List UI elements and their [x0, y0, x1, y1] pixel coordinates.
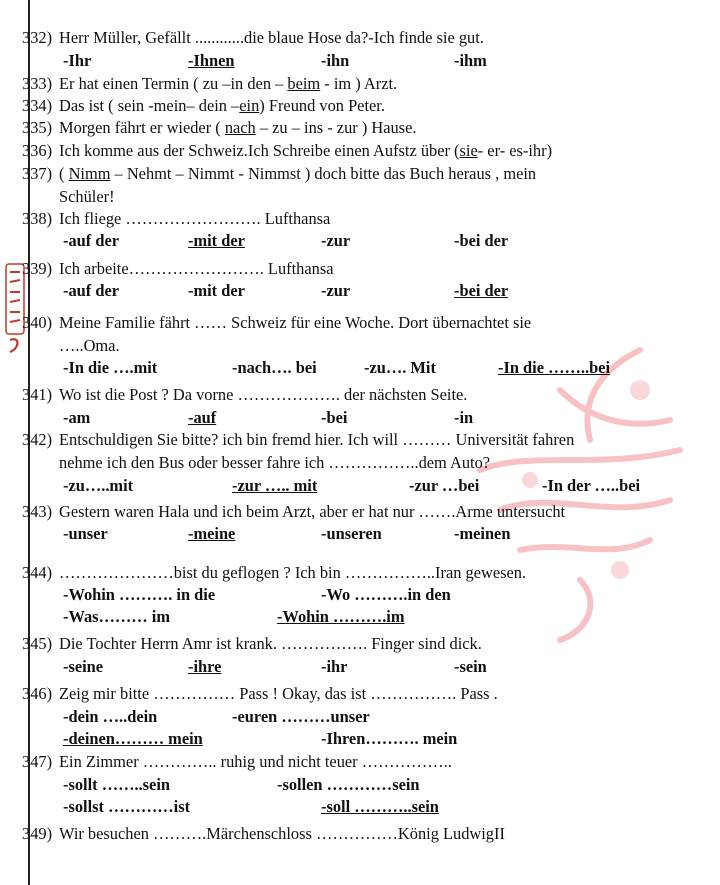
question-344: 344) …………………bist du geflogen ? Ich bin ……………..Iran gewesen.: [22, 563, 527, 582]
answer-underlined: sie: [459, 141, 478, 160]
option: -Ihr: [63, 51, 92, 70]
option: -zur …bei: [409, 476, 480, 495]
option: -mit der: [188, 281, 245, 300]
option: -Wo ……….in den: [321, 585, 451, 604]
question-345: 345) Die Tochter Herrn Amr ist krank. ……………. Finger sind dick.: [22, 634, 482, 653]
option: -seine: [63, 657, 104, 676]
answer-underlined: Nimm: [68, 164, 111, 183]
option: -Ihren………. mein: [321, 729, 458, 748]
option-correct: -auf: [188, 408, 217, 427]
option: -meinen: [454, 524, 511, 543]
question-342-continued: nehme ich den Bus oder besser fahre ich ……………..dem Auto?: [59, 453, 491, 472]
option: -zur: [321, 281, 351, 300]
option-correct: -Wohin ……….im: [277, 607, 405, 626]
question-342: 342) Entschuldigen Sie bitte? ich bin fremd hier. Ich will ……… Universität fahren: [22, 430, 575, 449]
option: -sollt ……..sein: [63, 775, 170, 794]
option: -auf der: [63, 281, 119, 300]
option: -dein …..dein: [63, 707, 158, 726]
question-337: 337) ( Nimm – Nehmt – Nimmt - Nimmst ) doch bitte das Buch heraus , mein: [22, 164, 537, 183]
option: -zu…. Mit: [364, 358, 436, 377]
option: -ihr: [321, 657, 348, 676]
question-335: 335) Morgen fährt er wieder ( nach – zu – ins - zur ) Hause.: [22, 118, 417, 137]
option: -In der …..bei: [542, 476, 641, 495]
option: -bei der: [454, 231, 509, 250]
answer-underlined: beim: [287, 74, 321, 93]
option: -in: [454, 408, 474, 427]
option: -In die ….mit: [63, 358, 158, 377]
option-correct: -soll ………..sein: [321, 797, 439, 816]
option-correct: -deinen……… mein: [63, 729, 203, 748]
watermark-logo: [440, 330, 700, 660]
option-correct: -ihre: [188, 657, 222, 676]
option: -auf der: [63, 231, 119, 250]
option: -zur: [321, 231, 351, 250]
option: -zu…..mit: [63, 476, 134, 495]
option: -sollst …………ist: [63, 797, 191, 816]
option: -Wohin ………. in die: [63, 585, 216, 604]
answer-underlined: nach: [224, 118, 256, 137]
question-347: 347) Ein Zimmer ………….. ruhig und nicht teuer ……………..: [22, 752, 452, 771]
question-343: 343) Gestern waren Hala und ich beim Arzt, aber er hat nur …….Arme untersucht: [22, 502, 566, 521]
question-341: 341) Wo ist die Post ? Da vorne ………………. der nächsten Seite.: [22, 385, 468, 404]
option: -sein: [454, 657, 487, 676]
question-338: 338) Ich fliege ……………………. Lufthansa: [22, 209, 331, 228]
option: -nach…. bei: [232, 358, 317, 377]
option-correct: -zur ….. mit: [232, 476, 318, 495]
question-346: 346) Zeig mir bitte …………… Pass ! Okay, das ist ……………. Pass .: [22, 684, 498, 703]
option: -unser: [63, 524, 108, 543]
option-correct: -Ihnen: [188, 51, 235, 70]
option-correct: -meine: [188, 524, 236, 543]
question-332: 332) Herr Müller, Gefällt ............die blaue Hose da?-Ich finde sie gut.: [22, 28, 484, 47]
question-339: 339) Ich arbeite……………………. Lufthansa: [22, 259, 334, 278]
option: -ihm: [454, 51, 487, 70]
question-336: 336) Ich komme aus der Schweiz.Ich Schreibe einen Aufstz über (sie- er- es-ihr): [22, 141, 553, 160]
question-333: 333) Er hat einen Termin ( zu –in den – beim - im ) Arzt.: [22, 74, 398, 93]
question-340: 340) Meine Familie fährt …… Schweiz für eine Woche. Dort übernachtet sie: [22, 313, 532, 332]
option: -euren ………unser: [232, 707, 370, 726]
option: -ihn: [321, 51, 350, 70]
question-337-continued: Schüler!: [59, 187, 115, 206]
answer-underlined: ein: [239, 96, 260, 115]
option: -sollen …………sein: [277, 775, 420, 794]
option-correct: -mit der: [188, 231, 245, 250]
question-349: 349) Wir besuchen ……….Märchenschloss ……………König LudwigII: [22, 824, 505, 843]
question-340-continued: …..Oma.: [59, 336, 120, 355]
option: -Was……… im: [63, 607, 170, 626]
question-334: 334) Das ist ( sein -mein– dein –ein) Freund von Peter.: [22, 96, 385, 115]
option-correct: -In die ……..bei: [498, 358, 611, 377]
option: -am: [63, 408, 91, 427]
option: -bei: [321, 408, 348, 427]
option: -unseren: [321, 524, 382, 543]
option-correct: -bei der: [454, 281, 509, 300]
